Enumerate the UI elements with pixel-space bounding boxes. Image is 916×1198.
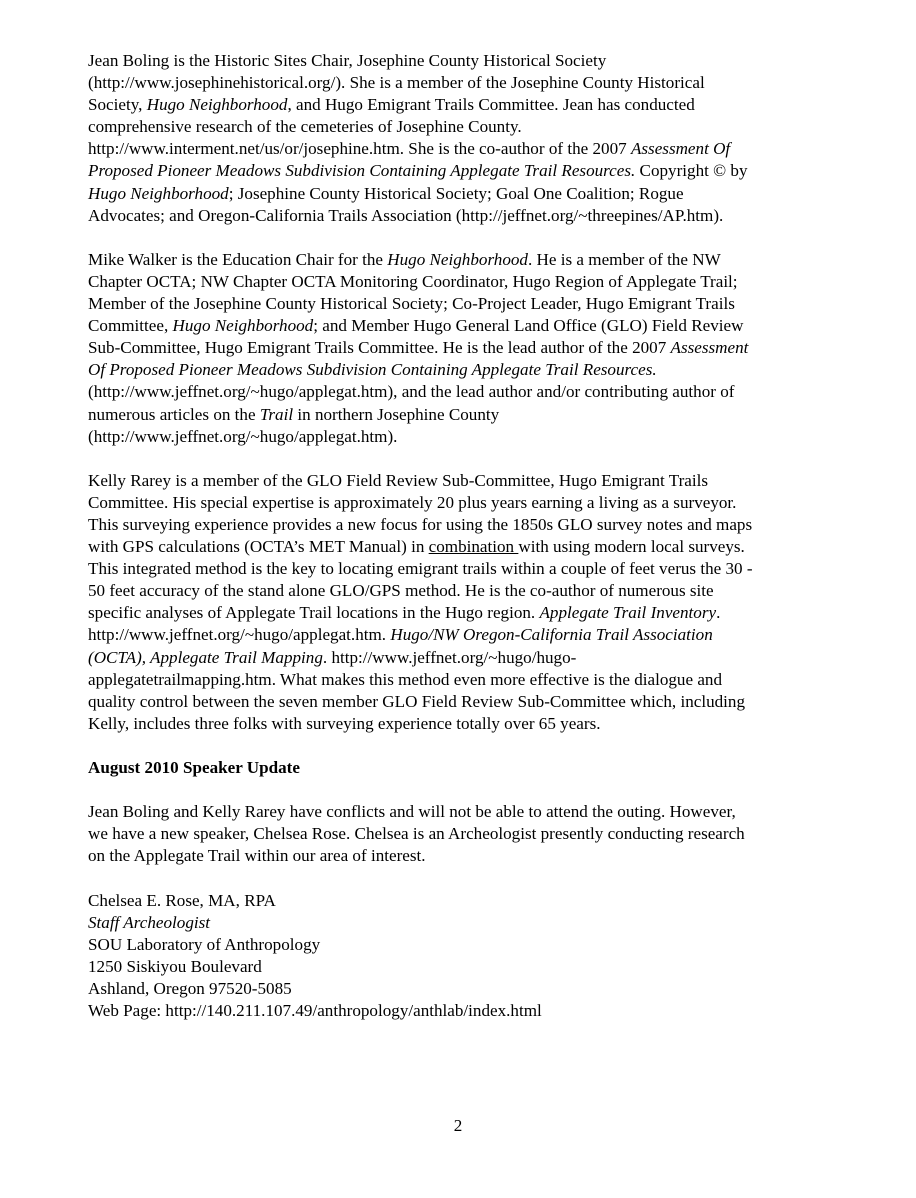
- text-line: Kelly Rarey is a member of the GLO Field Review Sub-Committee, Hugo Emigrant Trails: [88, 470, 709, 490]
- text-line: on the Applegate Trail within our area of interest.: [88, 846, 426, 866]
- text-line: Society, Hugo Neighborhood, and Hugo Emigrant Trails Committee. Jean has conducted: [88, 95, 695, 115]
- contact-street: 1250 Siskiyou Boulevard: [88, 956, 262, 976]
- text-line: comprehensive research of the cemeteries of Josephine County.: [88, 117, 522, 137]
- text-line: Member of the Josephine County Historical Society; Co-Project Leader, Hugo Emigrant Trails: [88, 294, 735, 314]
- text-line: (OCTA), Applegate Trail Mapping. http://www.jeffnet.org/~hugo/hugo-: [88, 647, 577, 667]
- text-line: (http://www.josephinehistorical.org/). She is a member of the Josephine County Historical: [88, 73, 705, 93]
- text-line: (http://www.jeffnet.org/~hugo/applegat.htm), and the lead author and/or contributing author of: [88, 382, 735, 402]
- text-line: Sub-Committee, Hugo Emigrant Trails Committee. He is the lead author of the 2007 Assessment: [88, 338, 749, 358]
- text-line: Committee, Hugo Neighborhood; and Member Hugo General Land Office (GLO) Field Review: [88, 316, 744, 336]
- bio-kelly-rarey: [88, 470, 828, 735]
- text-line: Committee. His special expertise is approximately 20 plus years earning a living as a surveyor.: [88, 492, 737, 512]
- text-line: Jean Boling is the Historic Sites Chair, Josephine County Historical Society: [88, 51, 607, 70]
- contact-city: Ashland, Oregon 97520-5085: [88, 978, 292, 998]
- text-line: Of Proposed Pioneer Meadows Subdivision Containing Applegate Trail Resources.: [88, 360, 657, 380]
- text-line: quality control between the seven member GLO Field Review Sub-Committee which, including: [88, 691, 746, 711]
- text-line: (http://www.jeffnet.org/~hugo/applegat.htm).: [88, 426, 398, 446]
- text-line: Jean Boling and Kelly Rarey have conflicts and will not be able to attend the outing. However,: [88, 802, 736, 822]
- contact-block: [88, 890, 828, 1023]
- text-line: Advocates; and Oregon-California Trails Association (http://jeffnet.org/~threepines/AP.htm).: [88, 205, 724, 225]
- text-line: applegatetrailmapping.htm. What makes this method even more effective is the dialogue and: [88, 669, 723, 689]
- text-line: Kelly, includes three folks with surveying experience totally over 65 years.: [88, 713, 601, 733]
- contact-name: Chelsea E. Rose, MA, RPA: [88, 890, 276, 910]
- text-line: Hugo Neighborhood; Josephine County Historical Society; Goal One Coalition; Rogue: [88, 183, 684, 203]
- text-line: numerous articles on the Trail in northern Josephine County: [88, 404, 500, 424]
- document-page: [88, 50, 828, 1044]
- bio-jean-boling: [88, 50, 828, 227]
- text-line: with GPS calculations (OCTA’s MET Manual) in combination with using modern local surveys.: [88, 537, 745, 557]
- text-line: This surveying experience provides a new focus for using the 1850s GLO survey notes and maps: [88, 514, 753, 534]
- contact-web: Web Page: http://140.211.107.49/anthropology/anthlab/index.html: [88, 1001, 542, 1021]
- text-line: we have a new speaker, Chelsea Rose. Chelsea is an Archeologist presently conducting research: [88, 824, 745, 844]
- section-heading: August 2010 Speaker Update: [88, 758, 300, 777]
- text-line: Proposed Pioneer Meadows Subdivision Containing Applegate Trail Resources. Copyright © by: [88, 161, 748, 181]
- contact-org: SOU Laboratory of Anthropology: [88, 934, 321, 954]
- text-line: Chapter OCTA; NW Chapter OCTA Monitoring Coordinator, Hugo Region of Applegate Trail;: [88, 271, 738, 291]
- bio-mike-walker: [88, 249, 828, 448]
- text-line: http://www.interment.net/us/or/josephine.htm. She is the co-author of the 2007 Assessment Of: [88, 139, 731, 159]
- text-line: http://www.jeffnet.org/~hugo/applegat.htm. Hugo/NW Oregon-California Trail Association: [88, 625, 713, 645]
- contact-title: Staff Archeologist: [88, 912, 211, 932]
- text-line: specific analyses of Applegate Trail locations in the Hugo region. Applegate Trail Inventory.: [88, 603, 721, 623]
- text-line: Mike Walker is the Education Chair for the Hugo Neighborhood. He is a member of the NW: [88, 249, 721, 269]
- speaker-update: [88, 801, 828, 867]
- text-line: This integrated method is the key to locating emigrant trails within a couple of feet verus the 30 -: [88, 559, 753, 579]
- text-line: 50 feet accuracy of the stand alone GLO/GPS method. He is the co-author of numerous site: [88, 581, 714, 601]
- page-number: 2: [453, 1116, 463, 1135]
